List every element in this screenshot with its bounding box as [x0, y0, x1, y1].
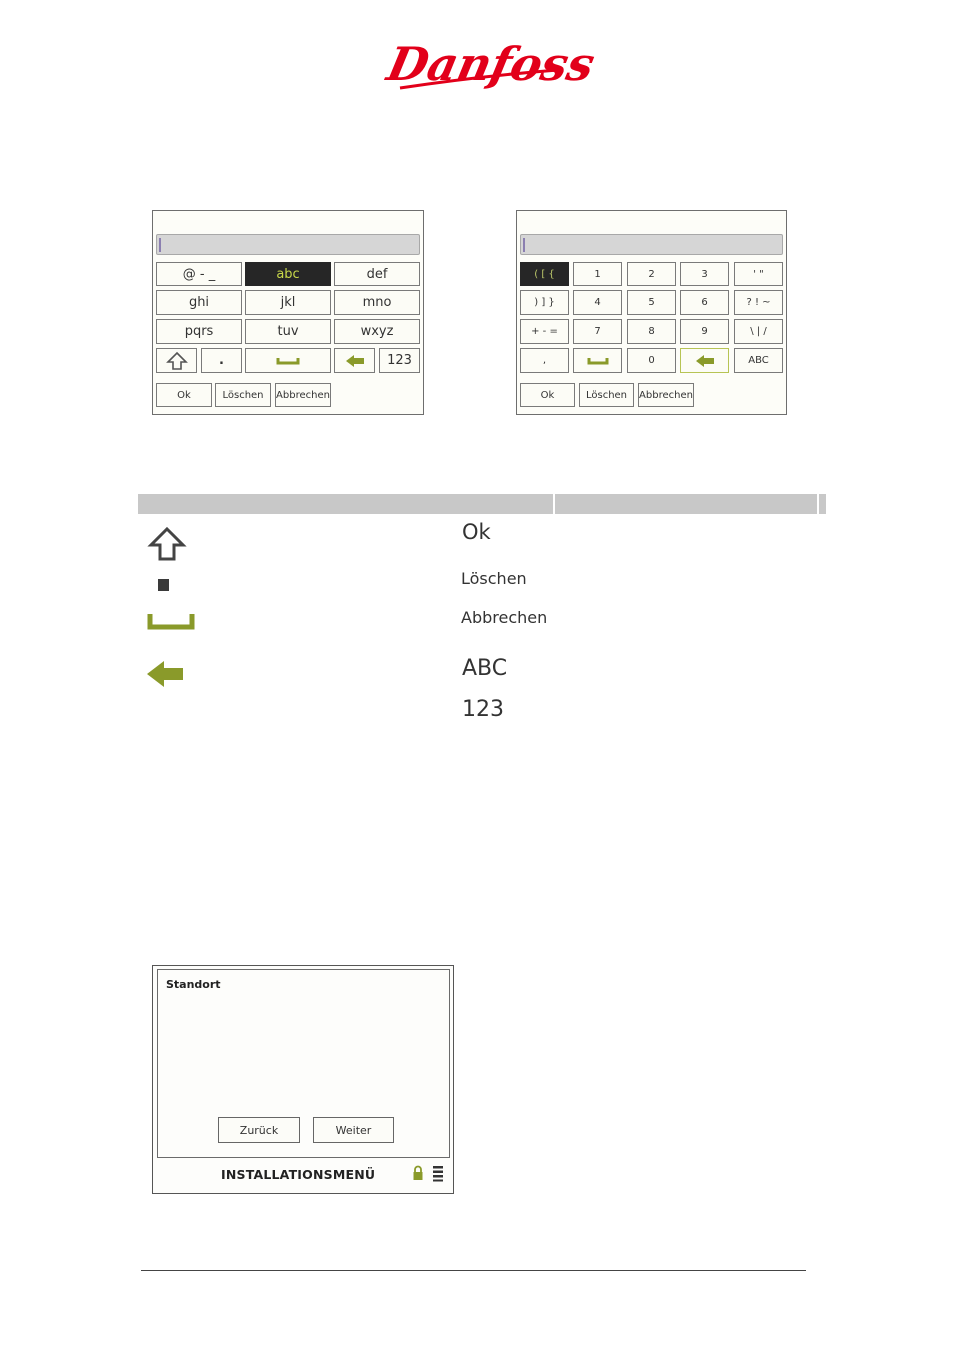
- key-close-brackets[interactable]: ) ] }: [520, 290, 569, 315]
- shift-arrow-icon: [166, 351, 188, 371]
- delete-button[interactable]: Löschen: [215, 383, 271, 407]
- key-0[interactable]: 0: [627, 348, 676, 373]
- key-2[interactable]: 2: [627, 262, 676, 286]
- key-jkl[interactable]: jkl: [245, 290, 331, 315]
- key-comma[interactable]: ,: [520, 348, 569, 373]
- table-column-divider: [553, 494, 555, 514]
- legend-ok: Ok: [462, 520, 491, 544]
- space-key-numeric[interactable]: [573, 348, 622, 373]
- key-4[interactable]: 4: [573, 290, 622, 315]
- legend-delete: Löschen: [461, 569, 527, 588]
- page-footer-rule: [141, 1270, 806, 1271]
- cancel-button-numeric[interactable]: Abbrechen: [638, 383, 694, 407]
- standort-title: Standort: [166, 978, 221, 991]
- key-special-chars[interactable]: @ - _: [156, 262, 242, 286]
- key-7[interactable]: 7: [573, 319, 622, 344]
- key-open-brackets[interactable]: ( [ {: [520, 262, 569, 286]
- key-9[interactable]: 9: [680, 319, 729, 344]
- menu-icon[interactable]: [432, 1165, 444, 1182]
- numeric-text-input[interactable]: [520, 234, 783, 255]
- shift-arrow-icon: [147, 526, 187, 562]
- key-pqrs[interactable]: pqrs: [156, 319, 242, 344]
- delete-button-numeric[interactable]: Löschen: [579, 383, 634, 407]
- key-1[interactable]: 1: [573, 262, 622, 286]
- key-6[interactable]: 6: [680, 290, 729, 315]
- period-dot-icon: [158, 579, 169, 591]
- key-slashes[interactable]: \ | /: [734, 319, 783, 344]
- numeric-mode-key[interactable]: 123: [379, 348, 420, 373]
- key-ghi[interactable]: ghi: [156, 290, 242, 315]
- backspace-key[interactable]: [334, 348, 375, 373]
- alpha-text-input[interactable]: [156, 234, 420, 255]
- key-punctuation[interactable]: ? ! ~: [734, 290, 783, 315]
- key-abc[interactable]: abc: [245, 262, 331, 286]
- backspace-arrow-icon: [345, 354, 365, 368]
- key-def[interactable]: def: [334, 262, 420, 286]
- space-icon: [147, 612, 195, 632]
- space-icon: [587, 356, 609, 366]
- legend-123: 123: [462, 697, 504, 722]
- key-math[interactable]: + - =: [520, 319, 569, 344]
- cancel-button[interactable]: Abbrechen: [275, 383, 331, 407]
- key-quotes[interactable]: ' ": [734, 262, 783, 286]
- space-icon: [276, 356, 300, 366]
- svg-text:Danfoss: Danfoss: [382, 36, 600, 91]
- key-5[interactable]: 5: [627, 290, 676, 315]
- shift-key[interactable]: [156, 348, 197, 373]
- backspace-key-numeric[interactable]: [680, 348, 729, 373]
- next-button[interactable]: Weiter: [313, 1117, 394, 1143]
- key-tuv[interactable]: tuv: [245, 319, 331, 344]
- lock-icon: [412, 1165, 424, 1181]
- table-column-divider: [817, 494, 819, 514]
- backspace-arrow-icon: [146, 660, 184, 688]
- key-3[interactable]: 3: [680, 262, 729, 286]
- space-key[interactable]: [245, 348, 331, 373]
- legend-table-header: [138, 494, 826, 514]
- legend-cancel: Abbrechen: [461, 608, 548, 627]
- key-8[interactable]: 8: [627, 319, 676, 344]
- key-wxyz[interactable]: wxyz: [334, 319, 420, 344]
- installation-menu-label: INSTALLATIONSMENÜ: [221, 1167, 376, 1182]
- alpha-mode-key[interactable]: ABC: [734, 348, 783, 373]
- back-button[interactable]: Zurück: [218, 1117, 300, 1143]
- standort-content-frame: [157, 969, 450, 1158]
- legend-abc: ABC: [462, 656, 508, 681]
- key-period[interactable]: .: [201, 348, 242, 373]
- key-mno[interactable]: mno: [334, 290, 420, 315]
- ok-button[interactable]: Ok: [156, 383, 212, 407]
- danfoss-logo: [382, 28, 600, 100]
- ok-button-numeric[interactable]: Ok: [520, 383, 575, 407]
- backspace-arrow-icon: [695, 354, 715, 368]
